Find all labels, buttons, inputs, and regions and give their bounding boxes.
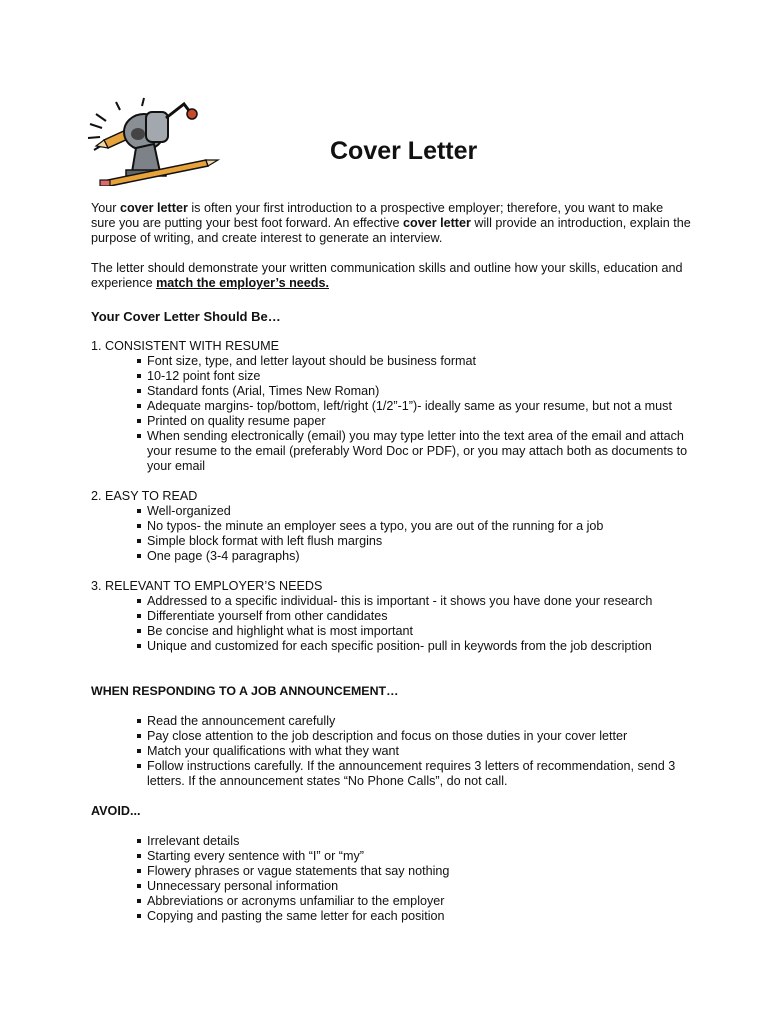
- list-item: Read the announcement carefully: [147, 714, 691, 729]
- list-item: Standard fonts (Arial, Times New Roman): [147, 384, 691, 399]
- list-item: When sending electronically (email) you may type letter into the text area of the email and attach your resume to the email (preferably Word Doc or PDF), or you may attach both as documents to your email: [147, 429, 691, 474]
- list-item: Printed on quality resume paper: [147, 414, 691, 429]
- avoid-list: [91, 834, 691, 924]
- page-title: Cover Letter: [330, 137, 478, 165]
- consistent-list: [91, 354, 691, 474]
- document-body: [91, 201, 691, 939]
- avoid-heading: AVOID...: [91, 804, 141, 818]
- list-item: 10-12 point font size: [147, 369, 691, 384]
- list-item: Match your qualifications with what they want: [147, 744, 691, 759]
- list-item: Font size, type, and letter layout should be business format: [147, 354, 691, 369]
- employer-needs-emphasis: match the employer’s needs.: [156, 276, 329, 290]
- demonstrate-paragraph: [91, 261, 691, 291]
- list-item: Simple block format with left flush margins: [147, 534, 691, 549]
- list-item: Pay close attention to the job description and focus on those duties in your cover letter: [147, 729, 691, 744]
- list-item: Irrelevant details: [147, 834, 691, 849]
- section-heading-consistent: 1. CONSISTENT WITH RESUME: [91, 339, 279, 353]
- intro-paragraph: [91, 201, 691, 246]
- list-item: Unique and customized for each specific position- pull in keywords from the job description: [147, 639, 691, 654]
- list-item: Copying and pasting the same letter for each position: [147, 909, 691, 924]
- list-item: Flowery phrases or vague statements that say nothing: [147, 864, 691, 879]
- list-item: Starting every sentence with “I” or “my”: [147, 849, 691, 864]
- pencil-sharpener-icon: [86, 94, 220, 186]
- announcement-list: [91, 714, 691, 789]
- list-item: One page (3-4 paragraphs): [147, 549, 691, 564]
- list-item: Abbreviations or acronyms unfamiliar to the employer: [147, 894, 691, 909]
- relevant-list: [91, 594, 691, 654]
- should-be-heading: Your Cover Letter Should Be…: [91, 309, 281, 324]
- intro-bold-term: cover letter: [403, 216, 471, 230]
- list-item: Unnecessary personal information: [147, 879, 691, 894]
- intro-text: is often your first introduction to a prospective employer; therefore, you want to make sure you are putting your best foot forward. An effective: [91, 201, 664, 230]
- list-item: Differentiate yourself from other candidates: [147, 609, 691, 624]
- list-item: Follow instructions carefully. If the announcement requires 3 letters of recommendation, send 3 letters. If the announcement states “No Phone Calls”, do not call.: [147, 759, 691, 789]
- easy-list: [91, 504, 691, 564]
- section-heading-easy: 2. EASY TO READ: [91, 489, 198, 503]
- intro-bold-term: cover letter: [119, 201, 188, 215]
- list-item: Well-organized: [147, 504, 691, 519]
- list-item: No typos- the minute an employer sees a typo, you are out of the running for a job: [147, 519, 691, 534]
- demonstrate-text: The letter should demonstrate your written communication skills and outline how your skills, education and experience: [91, 261, 683, 290]
- list-item: Addressed to a specific individual- this is important - it shows you have done your research: [147, 594, 691, 609]
- list-item: Be concise and highlight what is most important: [147, 624, 691, 639]
- intro-text: will provide an introduction, explain the purpose of writing, and create interest to generate an interview.: [91, 216, 691, 245]
- announcement-heading: WHEN RESPONDING TO A JOB ANNOUNCEMENT…: [91, 684, 399, 698]
- section-heading-relevant: 3. RELEVANT TO EMPLOYER’S NEEDS: [91, 579, 323, 593]
- list-item: Adequate margins- top/bottom, left/right (1/2”-1”)- ideally same as your resume, but not a must: [147, 399, 691, 414]
- intro-text: Your: [91, 201, 120, 215]
